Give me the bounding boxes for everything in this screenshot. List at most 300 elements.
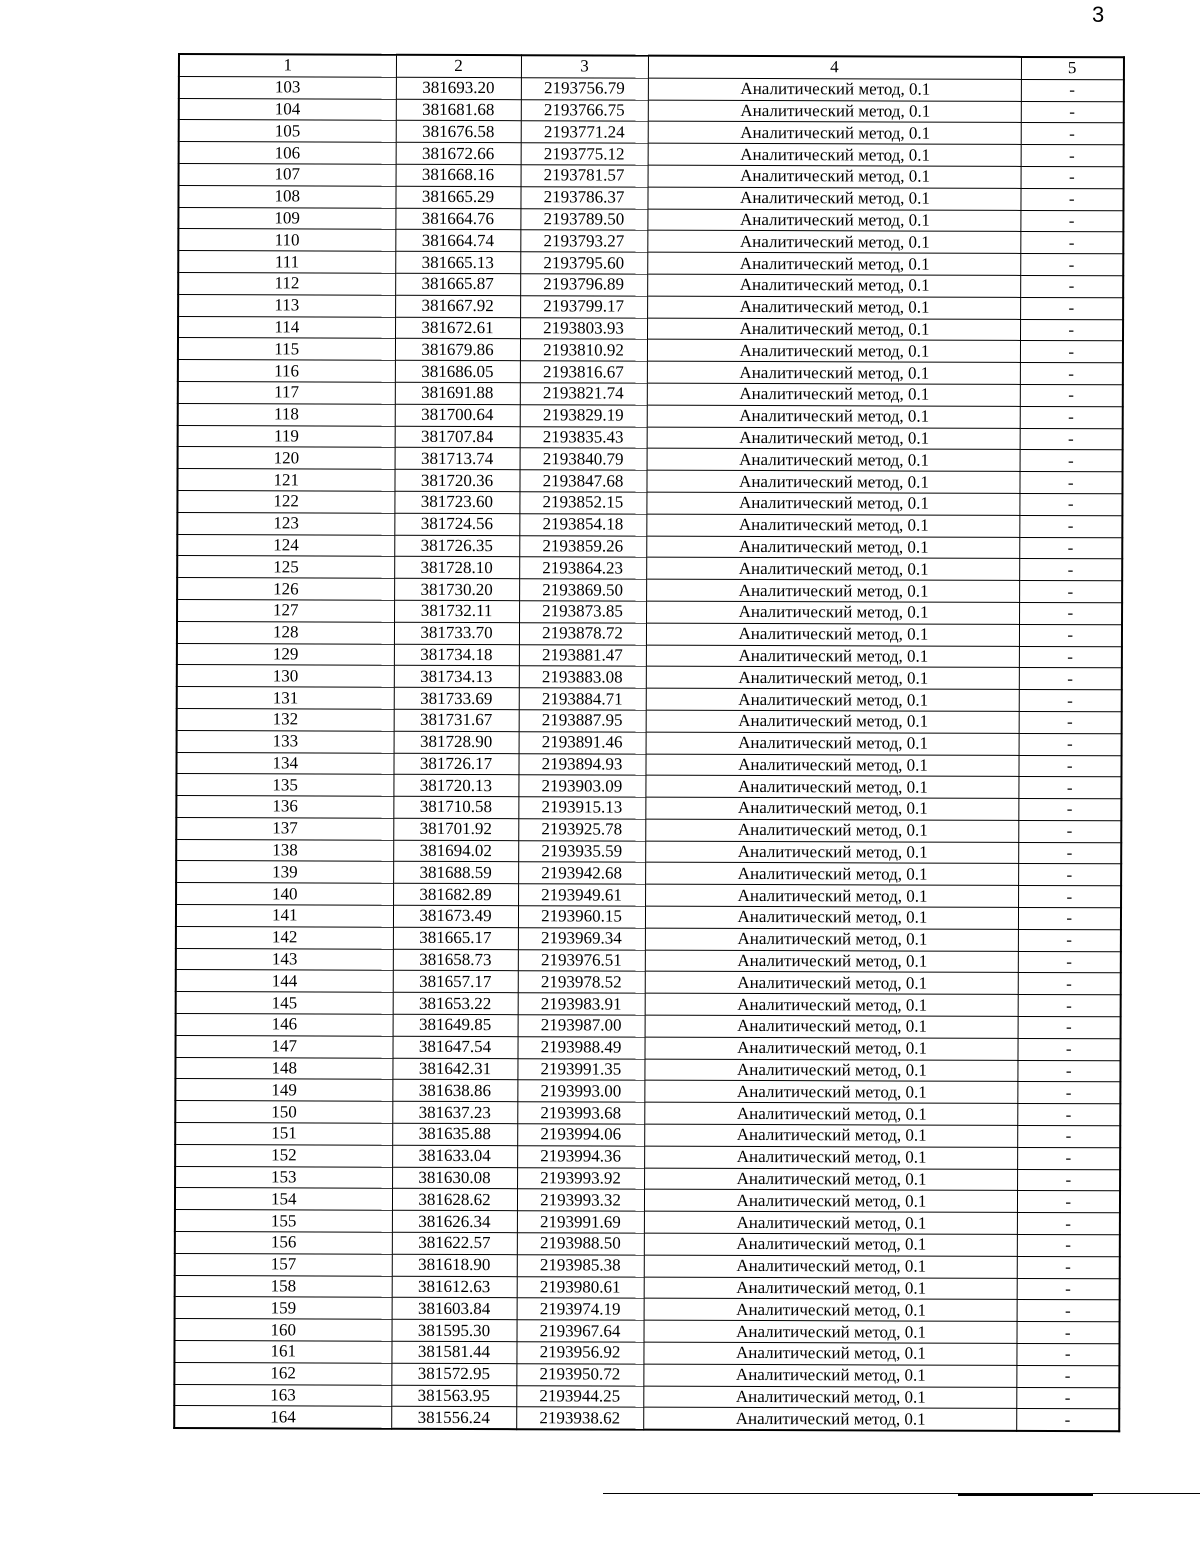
x-coordinate-cell: 381638.86: [392, 1080, 517, 1102]
accuracy-cell: -: [1018, 908, 1121, 930]
method-cell: Аналитический метод, 0.1: [644, 1168, 1017, 1191]
point-number-cell: 124: [177, 534, 394, 557]
point-number-cell: 157: [175, 1253, 392, 1276]
x-coordinate-cell: 381734.13: [394, 666, 519, 688]
x-coordinate-cell: 381710.58: [393, 796, 518, 818]
point-number-cell: 123: [177, 512, 394, 535]
coordinates-table: [173, 53, 1125, 1433]
point-number-cell: 122: [177, 490, 394, 513]
accuracy-cell: -: [1020, 341, 1123, 363]
point-number-cell: 112: [178, 272, 395, 295]
point-number-cell: 106: [179, 142, 396, 165]
x-coordinate-cell: 381647.54: [392, 1036, 517, 1058]
method-cell: Аналитический метод, 0.1: [646, 514, 1019, 537]
method-cell: Аналитический метод, 0.1: [648, 165, 1021, 188]
accuracy-cell: -: [1016, 1409, 1119, 1432]
method-cell: Аналитический метод, 0.1: [644, 1146, 1017, 1169]
y-coordinate-cell: 2193988.49: [517, 1037, 644, 1059]
bottom-rule: [603, 1493, 1200, 1494]
accuracy-cell: -: [1018, 842, 1121, 864]
y-coordinate-cell: 2193925.78: [518, 819, 645, 841]
method-cell: Аналитический метод, 0.1: [644, 1320, 1017, 1343]
method-cell: Аналитический метод, 0.1: [644, 1102, 1017, 1125]
accuracy-cell: -: [1016, 1387, 1119, 1409]
point-number-cell: 121: [177, 469, 394, 492]
accuracy-cell: -: [1020, 188, 1123, 210]
accuracy-cell: -: [1021, 101, 1124, 123]
method-cell: Аналитический метод, 0.1: [645, 928, 1018, 951]
accuracy-cell: -: [1019, 537, 1122, 559]
accuracy-cell: -: [1017, 1191, 1120, 1213]
point-number-cell: 146: [176, 1014, 393, 1037]
accuracy-cell: -: [1020, 363, 1123, 385]
point-number-cell: 134: [176, 752, 393, 775]
y-coordinate-cell: 2193775.12: [521, 143, 648, 165]
accuracy-cell: -: [1018, 995, 1121, 1017]
x-coordinate-cell: 381676.58: [396, 121, 521, 143]
y-coordinate-cell: 2193994.36: [517, 1146, 644, 1168]
x-coordinate-cell: 381630.08: [392, 1167, 517, 1189]
point-number-cell: 150: [175, 1101, 392, 1124]
accuracy-cell: -: [1017, 1322, 1120, 1344]
y-coordinate-cell: 2193789.50: [520, 208, 647, 230]
accuracy-cell: -: [1020, 232, 1123, 254]
x-coordinate-cell: 381728.10: [394, 557, 519, 579]
point-number-cell: 108: [178, 185, 395, 208]
accuracy-cell: -: [1019, 515, 1122, 537]
x-coordinate-cell: 381694.02: [393, 840, 518, 862]
method-cell: Аналитический метод, 0.1: [647, 405, 1020, 428]
x-coordinate-cell: 381595.30: [392, 1319, 517, 1341]
point-number-cell: 144: [176, 970, 393, 993]
accuracy-cell: -: [1018, 951, 1121, 973]
method-cell: Аналитический метод, 0.1: [644, 1255, 1017, 1278]
accuracy-cell: -: [1018, 820, 1121, 842]
accuracy-cell: -: [1019, 668, 1122, 690]
y-coordinate-cell: 2193993.00: [517, 1080, 644, 1102]
header-row: [179, 54, 1124, 80]
y-coordinate-cell: 2193781.57: [521, 165, 648, 187]
y-coordinate-cell: 2193810.92: [520, 339, 647, 361]
x-coordinate-cell: 381642.31: [392, 1058, 517, 1080]
method-cell: Аналитический метод, 0.1: [646, 492, 1019, 515]
y-coordinate-cell: 2193985.38: [517, 1255, 644, 1277]
point-number-cell: 156: [175, 1232, 392, 1255]
y-coordinate-cell: 2193821.74: [520, 383, 647, 405]
accuracy-cell: -: [1018, 864, 1121, 886]
method-cell: Аналитический метод, 0.1: [647, 252, 1020, 275]
point-number-cell: 140: [176, 883, 393, 906]
point-number-cell: 130: [177, 665, 394, 688]
method-cell: Аналитический метод, 0.1: [646, 536, 1019, 559]
point-number-cell: 133: [177, 730, 394, 753]
y-coordinate-cell: 2193967.64: [517, 1320, 644, 1342]
x-coordinate-cell: 381701.92: [393, 818, 518, 840]
method-cell: Аналитический метод, 0.1: [645, 993, 1018, 1016]
y-coordinate-cell: 2193993.92: [517, 1167, 644, 1189]
point-number-cell: 129: [177, 643, 394, 666]
point-number-cell: 114: [178, 316, 395, 339]
y-coordinate-cell: 2193894.93: [518, 753, 645, 775]
x-coordinate-cell: 381649.85: [393, 1014, 518, 1036]
accuracy-cell: -: [1017, 1104, 1120, 1126]
method-cell: Аналитический метод, 0.1: [646, 623, 1019, 646]
method-cell: Аналитический метод, 0.1: [645, 841, 1018, 864]
accuracy-cell: -: [1018, 973, 1121, 995]
accuracy-cell: -: [1018, 755, 1121, 777]
x-coordinate-cell: 381664.76: [395, 208, 520, 230]
y-coordinate-cell: 2193935.59: [518, 840, 645, 862]
accuracy-cell: -: [1019, 602, 1122, 624]
point-number-cell: 139: [176, 861, 393, 884]
accuracy-cell: -: [1020, 210, 1123, 232]
method-cell: Аналитический метод, 0.1: [646, 710, 1019, 733]
point-number-cell: 126: [177, 578, 394, 601]
x-coordinate-cell: 381603.84: [392, 1298, 517, 1320]
method-cell: Аналитический метод, 0.1: [647, 187, 1020, 210]
y-coordinate-cell: 2193854.18: [519, 513, 646, 535]
accuracy-cell: -: [1017, 1125, 1120, 1147]
method-cell: Аналитический метод, 0.1: [647, 361, 1020, 384]
accuracy-cell: -: [1021, 166, 1124, 188]
accuracy-cell: -: [1017, 1169, 1120, 1191]
x-coordinate-cell: 381673.49: [393, 905, 518, 927]
point-number-cell: 137: [176, 817, 393, 840]
x-coordinate-cell: 381720.13: [393, 775, 518, 797]
method-cell: Аналитический метод, 0.1: [647, 383, 1020, 406]
x-coordinate-cell: 381679.86: [395, 339, 520, 361]
y-coordinate-cell: 2193956.92: [516, 1342, 643, 1364]
method-cell: Аналитический метод, 0.1: [646, 557, 1019, 580]
point-number-cell: 145: [176, 992, 393, 1015]
point-number-cell: 104: [179, 98, 396, 121]
y-coordinate-cell: 2193884.71: [519, 688, 646, 710]
method-cell: Аналитический метод, 0.1: [647, 339, 1020, 362]
y-coordinate-cell: 2193938.62: [516, 1407, 643, 1430]
accuracy-cell: -: [1016, 1365, 1119, 1387]
y-coordinate-cell: 2193991.69: [517, 1211, 644, 1233]
x-coordinate-cell: 381581.44: [391, 1341, 516, 1363]
y-coordinate-cell: 2193803.93: [520, 317, 647, 339]
point-number-cell: 119: [178, 425, 395, 448]
x-coordinate-cell: 381556.24: [391, 1407, 516, 1430]
point-number-cell: 135: [176, 774, 393, 797]
y-coordinate-cell: 2193887.95: [519, 710, 646, 732]
y-coordinate-cell: 2193960.15: [518, 906, 645, 928]
y-coordinate-cell: 2193786.37: [520, 186, 647, 208]
y-coordinate-cell: 2193796.89: [520, 274, 647, 296]
method-cell: Аналитический метод, 0.1: [647, 209, 1020, 232]
y-coordinate-cell: 2193978.52: [518, 971, 645, 993]
y-coordinate-cell: 2193840.79: [520, 448, 647, 470]
method-cell: Аналитический метод, 0.1: [646, 470, 1019, 493]
point-number-cell: 155: [175, 1210, 392, 1233]
accuracy-cell: -: [1021, 145, 1124, 167]
method-cell: Аналитический метод, 0.1: [645, 950, 1018, 973]
accuracy-cell: -: [1021, 79, 1124, 101]
x-coordinate-cell: 381686.05: [395, 360, 520, 382]
point-number-cell: 103: [179, 76, 396, 99]
x-coordinate-cell: 381700.64: [395, 404, 520, 426]
y-coordinate-cell: 2193878.72: [519, 622, 646, 644]
accuracy-cell: -: [1021, 123, 1124, 145]
method-cell: Аналитический метод, 0.1: [646, 579, 1019, 602]
x-coordinate-cell: 381664.74: [395, 230, 520, 252]
point-number-cell: 128: [177, 621, 394, 644]
method-cell: Аналитический метод, 0.1: [647, 318, 1020, 341]
method-cell: Аналитический метод, 0.1: [645, 906, 1018, 929]
accuracy-cell: -: [1017, 1300, 1120, 1322]
point-number-cell: 117: [178, 381, 395, 404]
x-coordinate-cell: 381691.88: [395, 382, 520, 404]
x-coordinate-cell: 381728.90: [394, 731, 519, 753]
point-number-cell: 149: [175, 1079, 392, 1102]
accuracy-cell: -: [1018, 929, 1121, 951]
point-number-cell: 151: [175, 1123, 392, 1146]
point-number-cell: 158: [175, 1275, 392, 1298]
accuracy-cell: -: [1018, 1016, 1121, 1038]
accuracy-cell: -: [1019, 493, 1122, 515]
accuracy-cell: -: [1019, 733, 1122, 755]
method-cell: Аналитический метод, 0.1: [643, 1342, 1016, 1365]
point-number-cell: 105: [179, 120, 396, 143]
method-cell: Аналитический метод, 0.1: [646, 645, 1019, 668]
point-number-cell: 163: [174, 1384, 391, 1407]
method-cell: Аналитический метод, 0.1: [644, 1299, 1017, 1322]
method-cell: Аналитический метод, 0.1: [645, 884, 1018, 907]
accuracy-cell: -: [1016, 1343, 1119, 1365]
x-coordinate-cell: 381665.13: [395, 251, 520, 273]
point-number-cell: 153: [175, 1166, 392, 1189]
x-coordinate-cell: 381693.20: [396, 77, 521, 99]
method-cell: Аналитический метод, 0.1: [644, 1081, 1017, 1104]
x-coordinate-cell: 381563.95: [391, 1385, 516, 1407]
method-cell: Аналитический метод, 0.1: [646, 666, 1019, 689]
y-coordinate-cell: 2193869.50: [519, 579, 646, 601]
column-header-5: 5: [1021, 57, 1124, 80]
y-coordinate-cell: 2193993.68: [517, 1102, 644, 1124]
point-number-cell: 109: [178, 207, 395, 230]
table-body: [174, 76, 1124, 1431]
column-header-1: 1: [179, 54, 396, 77]
method-cell: Аналитический метод, 0.1: [647, 427, 1020, 450]
y-coordinate-cell: 2193793.27: [520, 230, 647, 252]
point-number-cell: 111: [178, 251, 395, 274]
method-cell: Аналитический метод, 0.1: [643, 1364, 1016, 1387]
point-number-cell: 120: [178, 447, 395, 470]
method-cell: Аналитический метод, 0.1: [645, 797, 1018, 820]
y-coordinate-cell: 2193994.06: [517, 1124, 644, 1146]
accuracy-cell: -: [1020, 406, 1123, 428]
accuracy-cell: -: [1020, 450, 1123, 472]
y-coordinate-cell: 2193847.68: [519, 470, 646, 492]
table-header: [179, 54, 1124, 80]
method-cell: Аналитический метод, 0.1: [645, 819, 1018, 842]
accuracy-cell: -: [1019, 581, 1122, 603]
method-cell: Аналитический метод, 0.1: [644, 1190, 1017, 1213]
y-coordinate-cell: 2193942.68: [518, 862, 645, 884]
point-number-cell: 148: [175, 1057, 392, 1080]
point-number-cell: 125: [177, 556, 394, 579]
bottom-rule-thick: [958, 1493, 1093, 1496]
y-coordinate-cell: 2193950.72: [516, 1364, 643, 1386]
point-number-cell: 160: [175, 1319, 392, 1342]
method-cell: Аналитический метод, 0.1: [646, 601, 1019, 624]
method-cell: Аналитический метод, 0.1: [648, 122, 1021, 145]
method-cell: Аналитический метод, 0.1: [645, 1015, 1018, 1038]
x-coordinate-cell: 381635.88: [392, 1123, 517, 1145]
y-coordinate-cell: 2193915.13: [518, 797, 645, 819]
point-number-cell: 147: [175, 1035, 392, 1058]
point-number-cell: 152: [175, 1144, 392, 1167]
column-header-2: 2: [396, 55, 521, 78]
x-coordinate-cell: 381628.62: [392, 1189, 517, 1211]
y-coordinate-cell: 2193891.46: [519, 731, 646, 753]
method-cell: Аналитический метод, 0.1: [648, 143, 1021, 166]
accuracy-cell: -: [1019, 559, 1122, 581]
y-coordinate-cell: 2193756.79: [521, 77, 648, 99]
y-coordinate-cell: 2193835.43: [520, 426, 647, 448]
accuracy-cell: -: [1017, 1147, 1120, 1169]
accuracy-cell: -: [1017, 1082, 1120, 1104]
x-coordinate-cell: 381707.84: [395, 426, 520, 448]
point-number-cell: 143: [176, 948, 393, 971]
accuracy-cell: -: [1020, 254, 1123, 276]
accuracy-cell: -: [1019, 690, 1122, 712]
point-number-cell: 113: [178, 294, 395, 317]
y-coordinate-cell: 2193795.60: [520, 252, 647, 274]
y-coordinate-cell: 2193864.23: [519, 557, 646, 579]
x-coordinate-cell: 381668.16: [396, 164, 521, 186]
method-cell: Аналитический метод, 0.1: [644, 1059, 1017, 1082]
x-coordinate-cell: 381626.34: [392, 1210, 517, 1232]
y-coordinate-cell: 2193980.61: [517, 1276, 644, 1298]
point-number-cell: 107: [179, 163, 396, 186]
point-number-cell: 131: [177, 687, 394, 710]
y-coordinate-cell: 2193852.15: [519, 492, 646, 514]
x-coordinate-cell: 381720.36: [394, 469, 519, 491]
y-coordinate-cell: 2193944.25: [516, 1385, 643, 1407]
method-cell: Аналитический метод, 0.1: [647, 274, 1020, 297]
point-number-cell: 154: [175, 1188, 392, 1211]
point-number-cell: 116: [178, 360, 395, 383]
point-number-cell: 141: [176, 905, 393, 928]
x-coordinate-cell: 381713.74: [395, 448, 520, 470]
x-coordinate-cell: 381734.18: [394, 644, 519, 666]
method-cell: Аналитический метод, 0.1: [644, 1211, 1017, 1234]
accuracy-cell: -: [1018, 777, 1121, 799]
x-coordinate-cell: 381653.22: [393, 993, 518, 1015]
accuracy-cell: -: [1020, 319, 1123, 341]
x-coordinate-cell: 381672.66: [396, 142, 521, 164]
accuracy-cell: -: [1017, 1213, 1120, 1235]
accuracy-cell: -: [1017, 1278, 1120, 1300]
accuracy-cell: -: [1017, 1038, 1120, 1060]
point-number-cell: 161: [174, 1341, 391, 1364]
method-cell: Аналитический метод, 0.1: [645, 754, 1018, 777]
x-coordinate-cell: 381657.17: [393, 971, 518, 993]
method-cell: Аналитический метод, 0.1: [643, 1408, 1016, 1432]
y-coordinate-cell: 2193799.17: [520, 295, 647, 317]
x-coordinate-cell: 381665.29: [395, 186, 520, 208]
accuracy-cell: -: [1020, 275, 1123, 297]
x-coordinate-cell: 381726.17: [393, 753, 518, 775]
x-coordinate-cell: 381733.69: [394, 687, 519, 709]
y-coordinate-cell: 2193859.26: [519, 535, 646, 557]
x-coordinate-cell: 381731.67: [394, 709, 519, 731]
method-cell: Аналитический метод, 0.1: [644, 1277, 1017, 1300]
y-coordinate-cell: 2193988.50: [517, 1233, 644, 1255]
x-coordinate-cell: 381618.90: [392, 1254, 517, 1276]
method-cell: Аналитический метод, 0.1: [644, 1124, 1017, 1147]
table-row: [174, 1406, 1119, 1432]
method-cell: Аналитический метод, 0.1: [646, 732, 1019, 755]
y-coordinate-cell: 2193949.61: [518, 884, 645, 906]
accuracy-cell: -: [1020, 384, 1123, 406]
point-number-cell: 115: [178, 338, 395, 361]
x-coordinate-cell: 381681.68: [396, 99, 521, 121]
x-coordinate-cell: 381637.23: [392, 1102, 517, 1124]
column-header-4: 4: [648, 56, 1021, 80]
method-cell: Аналитический метод, 0.1: [644, 1233, 1017, 1256]
x-coordinate-cell: 381633.04: [392, 1145, 517, 1167]
y-coordinate-cell: 2193987.00: [518, 1015, 645, 1037]
y-coordinate-cell: 2193976.51: [518, 949, 645, 971]
accuracy-cell: -: [1019, 624, 1122, 646]
method-cell: Аналитический метод, 0.1: [645, 775, 1018, 798]
column-header-3: 3: [521, 55, 648, 78]
x-coordinate-cell: 381667.92: [395, 295, 520, 317]
accuracy-cell: -: [1019, 646, 1122, 668]
point-number-cell: 132: [177, 708, 394, 731]
x-coordinate-cell: 381612.63: [392, 1276, 517, 1298]
point-number-cell: 142: [176, 926, 393, 949]
y-coordinate-cell: 2193771.24: [521, 121, 648, 143]
x-coordinate-cell: 381732.11: [394, 600, 519, 622]
accuracy-cell: -: [1020, 428, 1123, 450]
y-coordinate-cell: 2193816.67: [520, 361, 647, 383]
y-coordinate-cell: 2193829.19: [520, 404, 647, 426]
accuracy-cell: -: [1017, 1234, 1120, 1256]
y-coordinate-cell: 2193903.09: [518, 775, 645, 797]
point-number-cell: 159: [175, 1297, 392, 1320]
point-number-cell: 164: [174, 1406, 391, 1429]
x-coordinate-cell: 381723.60: [394, 491, 519, 513]
accuracy-cell: -: [1019, 711, 1122, 733]
method-cell: Аналитический метод, 0.1: [647, 231, 1020, 254]
x-coordinate-cell: 381622.57: [392, 1232, 517, 1254]
x-coordinate-cell: 381658.73: [393, 949, 518, 971]
point-number-cell: 136: [176, 796, 393, 819]
x-coordinate-cell: 381688.59: [393, 862, 518, 884]
y-coordinate-cell: 2193873.85: [519, 601, 646, 623]
x-coordinate-cell: 381682.89: [393, 884, 518, 906]
page-number: 3: [1092, 2, 1105, 27]
y-coordinate-cell: 2193991.35: [517, 1058, 644, 1080]
method-cell: Аналитический метод, 0.1: [648, 78, 1021, 101]
x-coordinate-cell: 381572.95: [391, 1363, 516, 1385]
y-coordinate-cell: 2193974.19: [517, 1298, 644, 1320]
method-cell: Аналитический метод, 0.1: [647, 448, 1020, 471]
x-coordinate-cell: 381724.56: [394, 513, 519, 535]
x-coordinate-cell: 381733.70: [394, 622, 519, 644]
accuracy-cell: -: [1019, 472, 1122, 494]
x-coordinate-cell: 381672.61: [395, 317, 520, 339]
accuracy-cell: -: [1017, 1256, 1120, 1278]
x-coordinate-cell: 381665.87: [395, 273, 520, 295]
method-cell: Аналитический метод, 0.1: [645, 972, 1018, 995]
point-number-cell: 110: [178, 229, 395, 252]
